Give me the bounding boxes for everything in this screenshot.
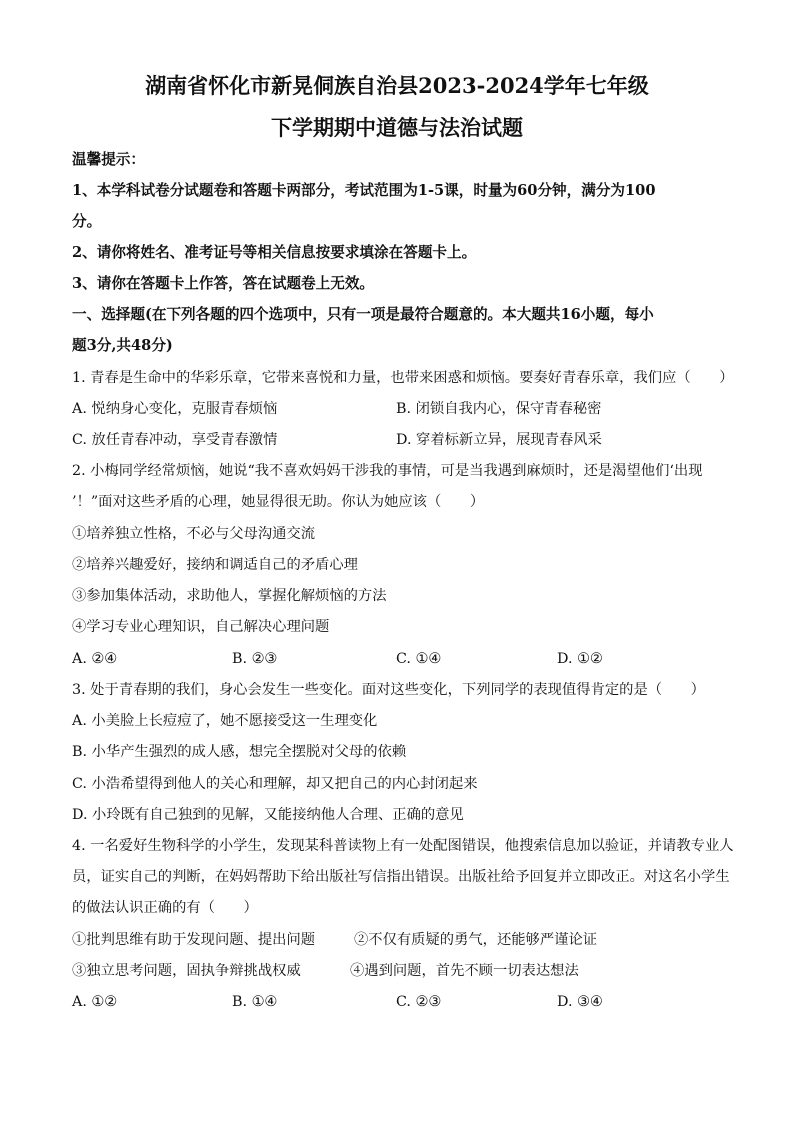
- question-3-stem: 3. 处于青春期的我们，身心会发生一些变化。面对这些变化，下列同学的表现值得肯定的是（ ）: [72, 682, 705, 698]
- question-2-option-b: B. ②③: [232, 651, 278, 667]
- tips-heading: 温馨提示：: [72, 151, 145, 168]
- section-heading-cont: 题3分,共48分): [72, 337, 173, 354]
- question-4-statement-1: ①批判思维有助于发现问题、提出问题: [72, 932, 316, 948]
- question-2-stem: 2. 小梅同学经常烦恼，她说“我不喜欢妈妈干涉我的事情，可是当我遇到麻烦时，还是渴望他们‘出现: [72, 463, 703, 479]
- question-2-option-d: D. ①②: [557, 651, 603, 667]
- question-4-statement-3: ③独立思考问题，固执争辩挑战权威: [72, 963, 301, 979]
- question-4-stem: 4. 一名爱好生物科学的小学生，发现某科普读物上有一处配图错误，他搜索信息加以验证，并请教专业人: [72, 838, 734, 854]
- question-4-statement-2: ②不仅有质疑的勇气，还能够严谨论证: [354, 932, 598, 948]
- section-heading: 一、选择题(在下列各题的四个选项中，只有一项是最符合题意的。本大题共16小题，每小: [72, 306, 654, 323]
- question-1-stem: 1. 青春是生命中的华彩乐章，它带来喜悦和力量，也带来困惑和烦恼。要奏好青春乐章，我们应（ ）: [72, 370, 734, 386]
- question-3-option-d: D. 小玲既有自己独到的见解，又能接纳他人合理、正确的意见: [72, 807, 464, 823]
- question-1-option-b: B. 闭锁自我内心，保守青春秘密: [396, 401, 602, 417]
- question-4-option-d: D. ③④: [557, 994, 603, 1010]
- question-3-option-a: A. 小美脸上长痘痘了，她不愿接受这一生理变化: [72, 713, 378, 729]
- question-3-option-b: B. 小华产生强烈的成人感，想完全摆脱对父母的依赖: [72, 744, 407, 760]
- tips-item-2: 2、请你将姓名、准考证号等相关信息按要求填涂在答题卡上。: [72, 244, 477, 261]
- exam-title-line1: 湖南省怀化市新晃侗族自治县2023-2024学年七年级: [145, 73, 649, 98]
- question-4-statement-4: ④遇到问题，首先不顾一切表达想法: [350, 963, 579, 979]
- question-2-statement-4: ④学习专业心理知识，自己解决心理问题: [72, 619, 330, 635]
- question-2-option-c: C. ①④: [396, 651, 442, 667]
- question-1-option-d: D. 穿着标新立异，展现青春风采: [396, 432, 602, 448]
- question-2-option-a: A. ②④: [72, 651, 118, 667]
- question-4-stem-cont: 员，证实自己的判断，在妈妈帮助下给出版社写信指出错误。出版社给予回复并立即改正。对这名小学生: [72, 869, 730, 885]
- tips-item-1-cont: 分。: [72, 213, 102, 230]
- question-2-statement-1: ①培养独立性格，不必与父母沟通交流: [72, 526, 316, 542]
- question-2-statement-3: ③参加集体活动，求助他人，掌握化解烦恼的方法: [72, 588, 387, 604]
- question-2-statement-2: ②培养兴趣爱好，接纳和调适自己的矛盾心理: [72, 557, 358, 573]
- question-1-option-a: A. 悦纳身心变化，克服青春烦恼: [72, 401, 278, 417]
- exam-title-line2: 下学期期中道德与法治试题: [271, 115, 523, 140]
- question-4-option-b: B. ①④: [232, 994, 278, 1010]
- tips-item-3: 3、请你在答题卡上作答，答在试题卷上无效。: [72, 275, 375, 292]
- question-3-option-c: C. 小浩希望得到他人的关心和理解，却又把自己的内心封闭起来: [72, 776, 478, 792]
- question-2-stem-cont: ’！”面对这些矛盾的心理，她显得很无助。你认为她应该（ ）: [72, 494, 485, 510]
- question-1-option-c: C. 放任青春冲动，享受青春激情: [72, 432, 278, 448]
- tips-item-1: 1、本学科试卷分试题卷和答题卡两部分，考试范围为1-5课，时量为60分钟，满分为100: [72, 182, 656, 199]
- question-4-option-c: C. ②③: [396, 994, 442, 1010]
- question-4-stem-cont-2: 的做法认识正确的有（ ）: [72, 900, 258, 916]
- question-4-option-a: A. ①②: [72, 994, 118, 1010]
